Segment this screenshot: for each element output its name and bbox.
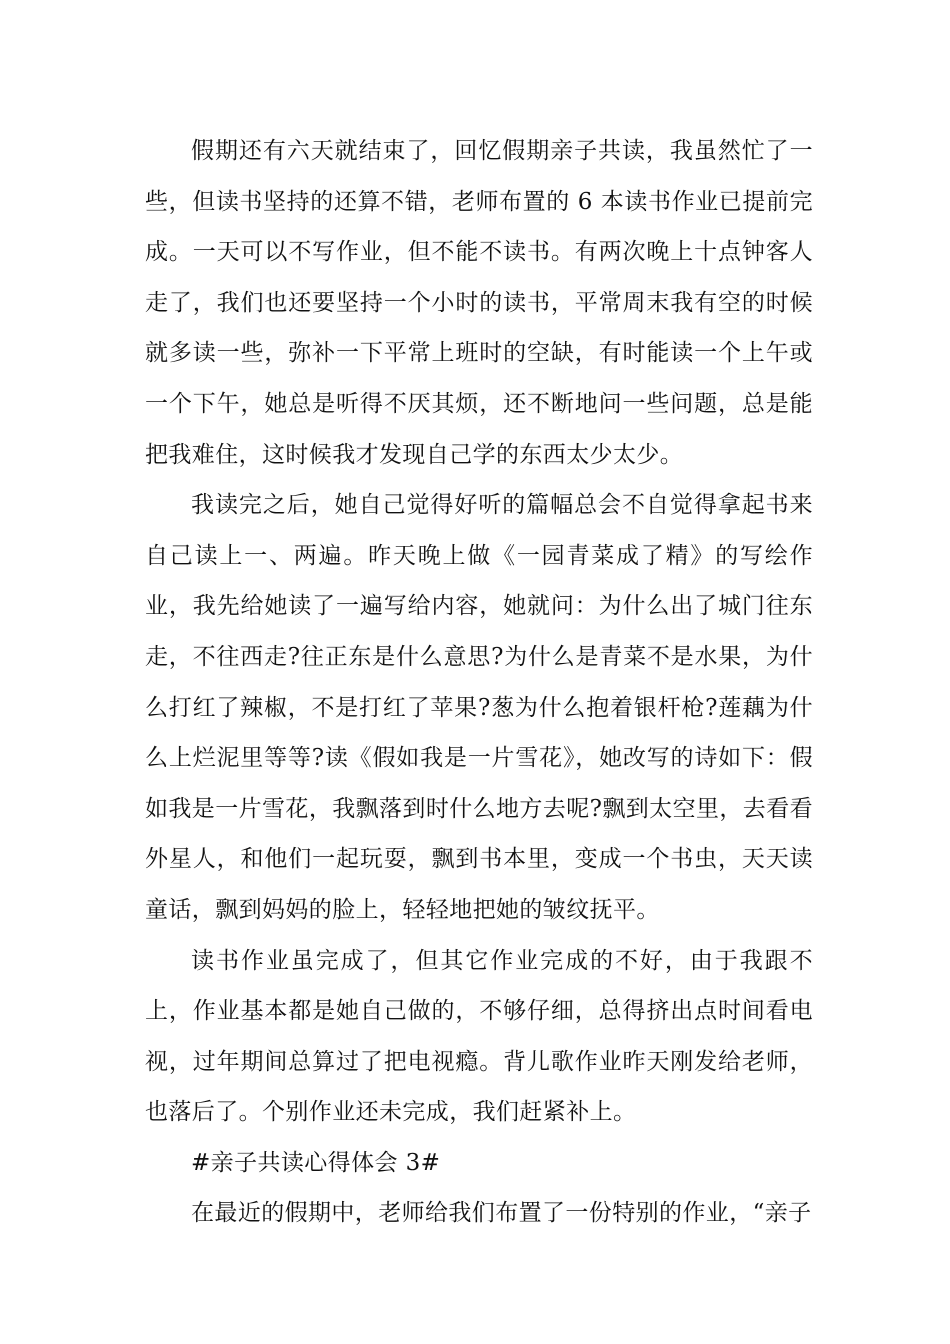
paragraph-3: 读书作业虽完成了，但其它作业完成的不好，由于我跟不上，作业基本都是她自己做的，不够仔细，总得挤出点时间看电视，过年期间总算过了把电视瘾。背儿歌作业昨天刚发给老师，也落后了。个别作业还未完成，我们赶紧补上。 [145, 947, 813, 1126]
paragraph-4: 在最近的假期中，老师给我们布置了一份特别的作业，“亲子 [191, 1200, 812, 1227]
paragraph-2: 我读完之后，她自己觉得好听的篇幅总会不自觉得拿起书来自己读上一、两遍。昨天晚上做《一园青菜成了精》的写绘作业，我先给她读了一遍写给内容，她就问：为什么出了城门往东走，不往西走?往正东是什么意思?为什么是青菜不是水果，为什么打红了辣椒，不是打红了苹果?葱为什么抱着银杆枪?莲藕为什么上烂泥里等等?读《假如我是一片雪花》，她改写的诗如下：假如我是一片雪花，我飘落到时什么地方去呢?飘到太空里，去看看外星人，和他们一起玩耍，飘到书本里，变成一个书虫，天天读童话，飘到妈妈的脸上，轻轻地把她的皱纹抚平。 [145, 492, 813, 923]
paragraph-1: 假期还有六天就结束了，回忆假期亲子共读，我虽然忙了一些，但读书坚持的还算不错，老师布置的 6 本读书作业已提前完成。一天可以不写作业，但不能不读书。有两次晚上十点钟客人走了，我们也还要坚持一个小时的读书，平常周末我有空的时候就多读一些，弥补一下平常上班时的空缺，有时能读一个上午或一个下午，她总是听得不厌其烦，还不断地问一些问题，总是能把我难住，这时候我才发现自己学的东西太少太少。 [145, 138, 813, 468]
section-heading: #亲子共读心得体会 3# [191, 1149, 441, 1176]
document-body [145, 126, 813, 1239]
